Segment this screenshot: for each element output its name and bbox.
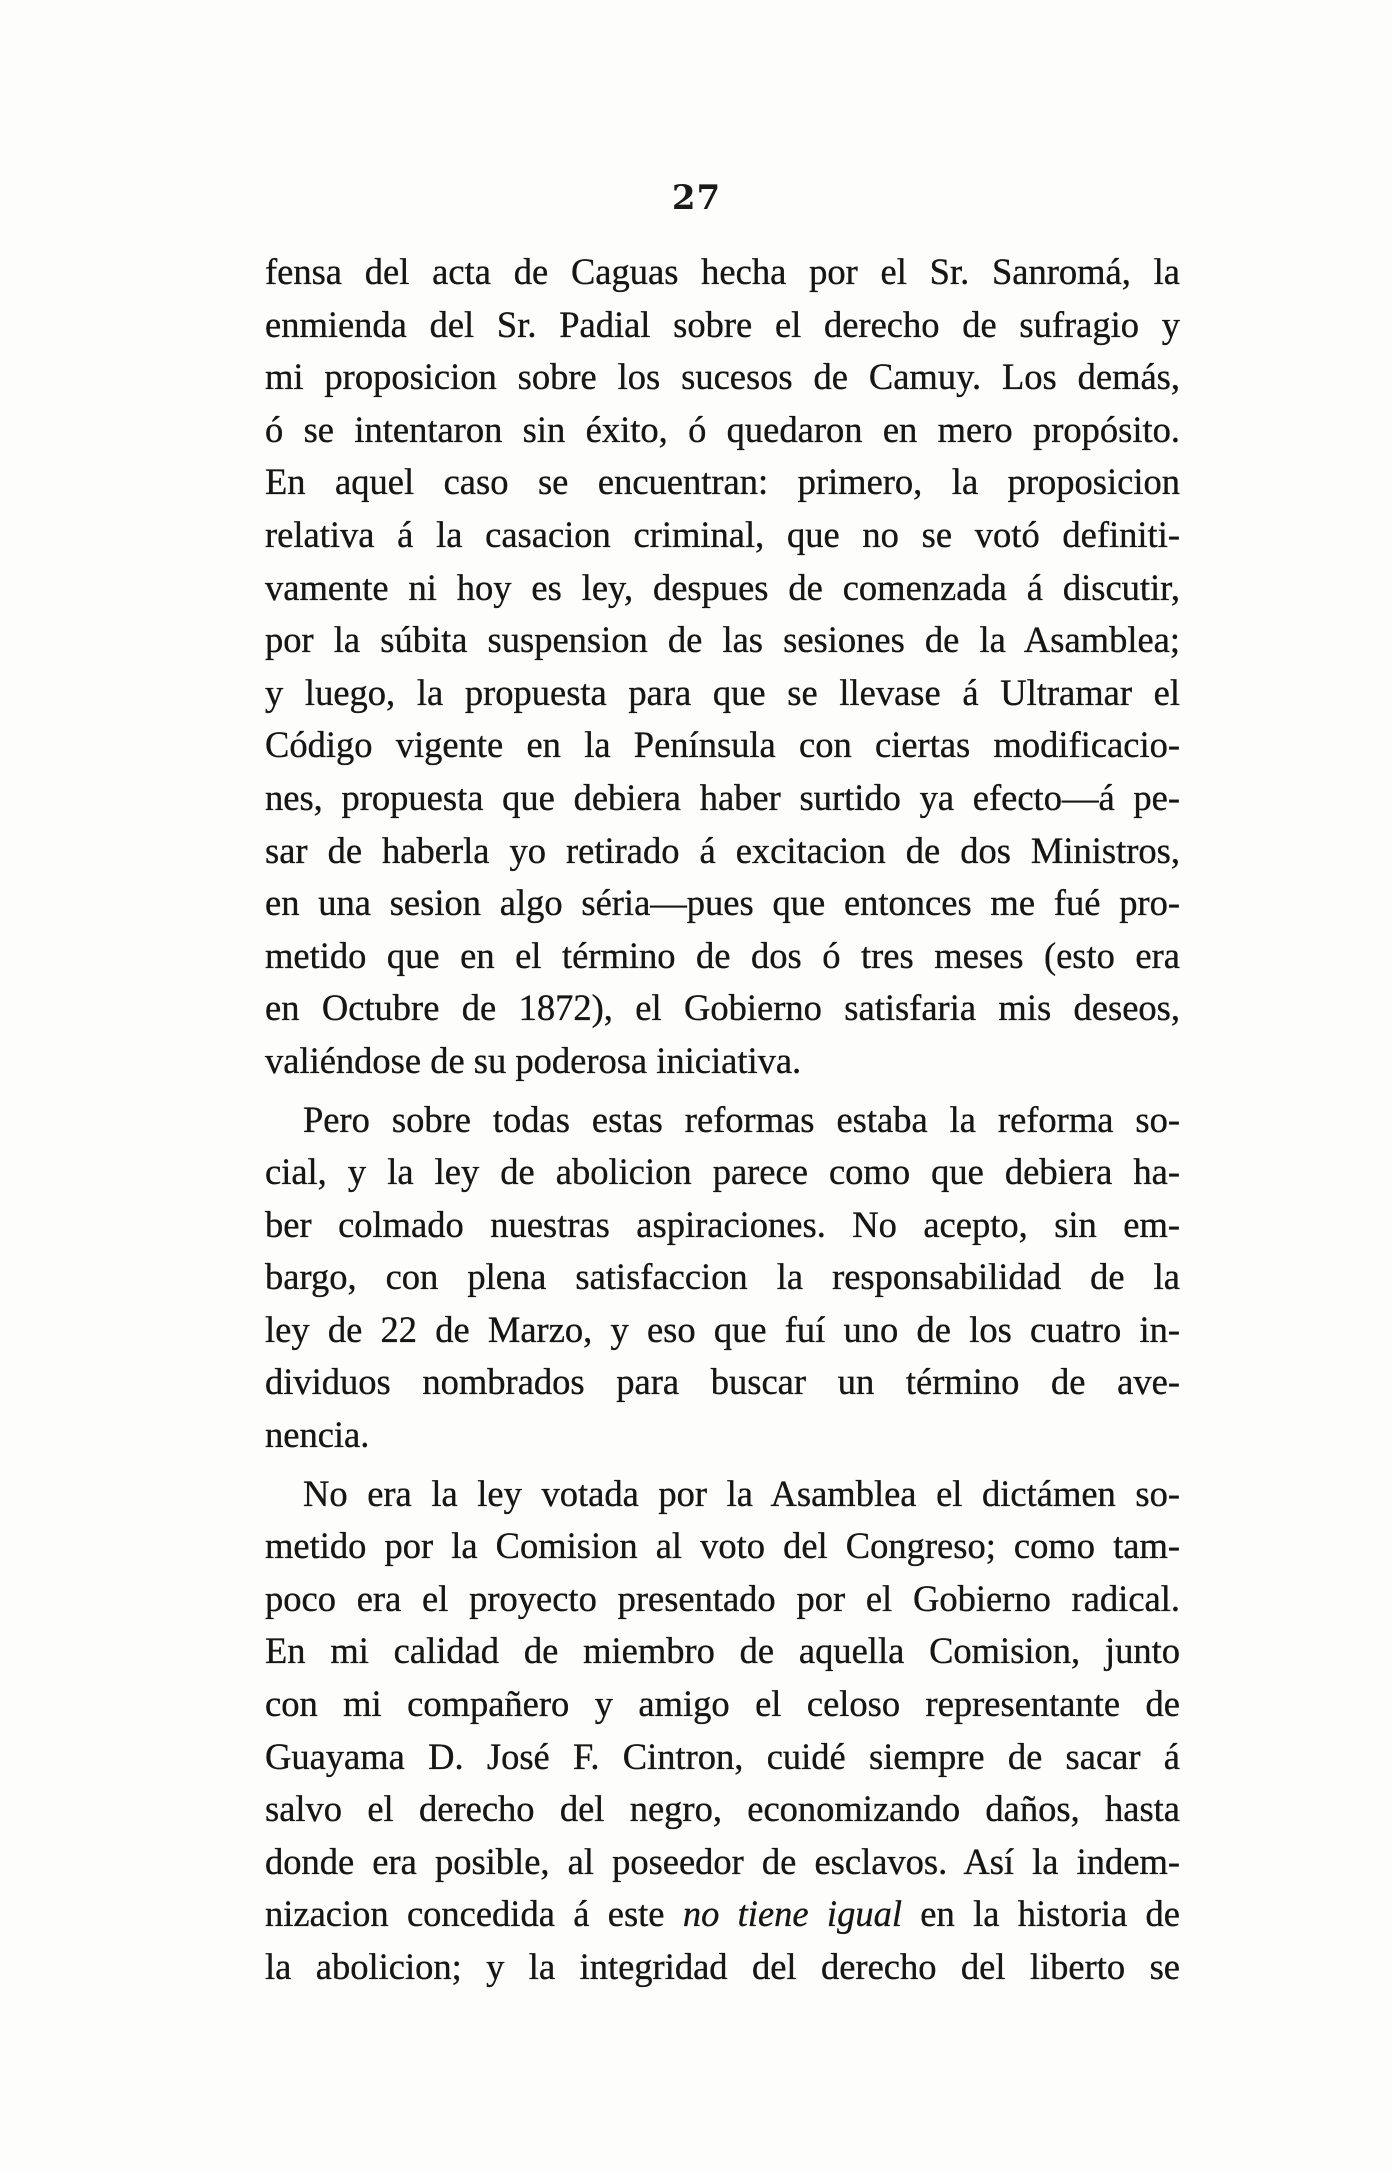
text-line: ó se intentaron sin éxito, ó quedaron en mero propósito. xyxy=(265,408,1180,450)
text-line: donde era posible, al poseedor de esclavos. Así la indem- xyxy=(265,1840,1180,1882)
text-line: relativa á la casacion criminal, que no se votó definiti- xyxy=(265,513,1180,555)
text-line: fensa del acta de Caguas hecha por el Sr. Sanromá, la xyxy=(265,251,1180,292)
text-line: y luego, la propuesta para que se llevase á Ultramar el xyxy=(265,671,1180,713)
text-line: en Octubre de 1872), el Gobierno satisfaria mis deseos, xyxy=(265,987,1180,1029)
text-line: en una sesion algo séria—pues que entonces me fué pro- xyxy=(265,882,1180,924)
page-number: 27 xyxy=(671,178,722,218)
text-line: mi proposicion sobre los sucesos de Camuy. Los demás, xyxy=(265,356,1180,398)
text-segment: en la historia de xyxy=(920,1893,1181,1935)
text-line: ley de 22 de Marzo, y eso que fuí uno de los cuatro in- xyxy=(265,1308,1180,1350)
text-line: ber colmado nuestras aspiraciones. No acepto, sin em- xyxy=(265,1203,1180,1245)
text-line: con mi compañero y amigo el celoso representante de xyxy=(265,1683,1180,1725)
paragraph-start-line: Pero sobre todas estas reformas estaba la reforma so- xyxy=(303,1098,1180,1140)
text-line: valiéndose de su poderosa iniciativa. xyxy=(265,1039,802,1081)
text-line: poco era el proyecto presentado por el Gobierno radical. xyxy=(265,1577,1180,1619)
text-line: por la súbita suspension de las sesiones de la Asamblea; xyxy=(265,619,1180,661)
text-segment: nizacion concedida á este xyxy=(265,1893,665,1935)
text-line: nencia. xyxy=(265,1414,370,1456)
text-line: cial, y la ley de abolicion parece como que debiera ha- xyxy=(265,1151,1180,1193)
text-line: Código vigente en la Península con ciertas modificacio- xyxy=(265,724,1180,766)
text-line: enmienda del Sr. Padial sobre el derecho de sufragio y xyxy=(265,303,1180,345)
text-line: bargo, con plena satisfaccion la responsabilidad de la xyxy=(265,1256,1180,1298)
text-line: dividuos nombrados para buscar un término de ave- xyxy=(265,1361,1180,1403)
body-text xyxy=(265,246,1180,1994)
text-line: sar de haberla yo retirado á excitacion de dos Ministros, xyxy=(265,829,1180,871)
text-line-with-italic xyxy=(265,1888,1180,1941)
text-line: Guayama D. José F. Cintron, cuidé siempre de sacar á xyxy=(265,1735,1180,1777)
text-line: salvo el derecho del negro, economizando daños, hasta xyxy=(265,1788,1180,1830)
text-line: nes, propuesta que debiera haber surtido ya efecto—á pe- xyxy=(265,776,1180,818)
text-line: vamente ni hoy es ley, despues de comenzada á discutir, xyxy=(265,566,1180,608)
italic-phrase: no tiene igual xyxy=(682,1893,902,1935)
text-line: metido que en el término de dos ó tres meses (esto era xyxy=(265,934,1180,976)
text-line: En aquel caso se encuentran: primero, la proposicion xyxy=(265,461,1180,503)
text-line: la abolicion; y la integridad del derecho del liberto se xyxy=(265,1946,1180,1987)
text-line: En mi calidad de miembro de aquella Comision, junto xyxy=(265,1630,1180,1672)
text-line: metido por la Comision al voto del Congreso; como tam- xyxy=(265,1525,1180,1567)
paragraph-start-line: No era la ley votada por la Asamblea el dictámen so- xyxy=(303,1472,1180,1514)
